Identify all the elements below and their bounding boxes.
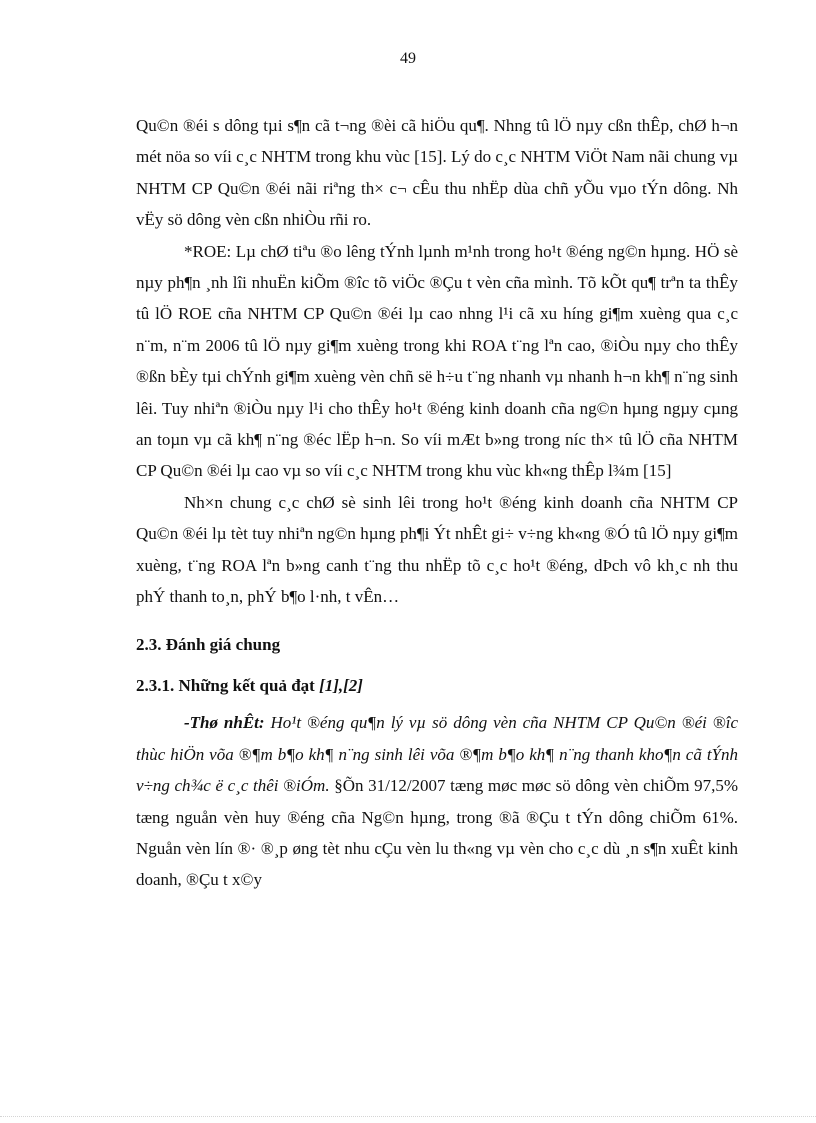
page-number: 49 <box>400 50 416 67</box>
paragraph-roa-continued: Qu©n ®éi s dông tµi s¶n cã t¬ng ®èi cã hiÖu qu¶. Nhng tû lÖ nµy cßn thÊp, chØ h¬n mét nöa so víi c¸c NHTM trong khu vùc [15]. Lý do c¸c NHTM ViÖt Nam nãi chung vµ NHTM CP Qu©n ®éi nãi riªng th× c¬ cÊu thu nhËp dùa chñ yÕu vµo tÝn dông. Nh vËy sö dông vèn cßn nhiÒu rñi ro. <box>136 116 738 230</box>
section-heading-2-3-1 <box>136 670 738 701</box>
lead-label: -Thø nhÊt: <box>184 713 265 733</box>
heading-reference: [1],[2] <box>319 675 363 695</box>
paragraph-roe: *ROE: Lµ chØ tiªu ®o lêng tÝnh lµnh m¹nh trong ho¹t ®éng ng©n hµng. HÖ sè nµy ph¶n ¸nh lîi nhuËn kiÕm ®îc tõ viÖc ®Çu t vèn cña mình. Tõ kÕt qu¶ trªn ta thÊy tû lÖ ROE cña NHTM CP Qu©n ®éi lµ cao nhng l¹i cã xu híng gi¶m xuèng qua c¸c n¨m, n¨m 2006 tû lÖ nµy gi¶m xuèng trong khi ROA t¨ng lªn cao, ®iÒu nµy cho thÊy ®ßn bÈy tµi chÝnh gi¶m xuèng vèn chñ së h÷u t¨ng nhanh vµ nhanh h¬n kh¶ n¨ng sinh lêi. Tuy nhiªn ®iÒu nµy l¹i cho thÊy ho¹t ®éng kinh doanh cña ng©n hµng ngµy cµng an toµn vµ cã kh¶ n¨ng ®éc lËp h¬n. So víi mÆt b»ng trong níc th× tû lÖ cña NHTM CP Qu©n ®éi lµ cao vµ so víi c¸c NHTM trong khu vùc kh«ng thÊp l¾m [15] <box>136 241 738 481</box>
page-content <box>136 110 738 896</box>
paragraph-thu-nhat <box>136 707 738 895</box>
page-bottom-divider <box>0 1116 816 1117</box>
section-heading-2-3: 2.3. Đánh giá chung <box>136 634 281 654</box>
paragraph-summary: Nh×n chung c¸c chØ sè sinh lêi trong ho¹t ®éng kinh doanh cña NHTM CP Qu©n ®éi lµ tèt tuy nhiªn ng©n hµng ph¶i Ýt nhÊt gi÷ v÷ng kh«ng ®Ó tû lÖ nµy gi¶m xuèng, t¨ng ROA lªn b»ng canh t¨ng thu nhËp tõ c¸c ho¹t ®éng, dÞch vô kh¸c nh thu phÝ thanh to¸n, phÝ b¶o l·nh, t vÊn… <box>136 492 738 607</box>
italic-statement: Ho¹t ®éng qu¶n lý vµ sö dông vèn cña NHTM CP Qu©n ®éi ®îc thùc hiÖn võa ®¶m b¶o kh¶ n¨ng sinh lêi võa ®¶m b¶o kh¶ n¨ng thanh kho¶n cã tÝnh v÷ng ch¾c ë c¸c thêi ®iÓm. <box>136 713 738 796</box>
body-text: §Õn 31/12/2007 tæng møc møc sö dông vèn chiÕm 97,5% tæng nguån vèn huy ®éng cña Ng©n hµng, trong ®ã ®Çu t tÝn dông chiÕm 61%. Nguån vèn lín ®· ®¸p øng tèt nhu cÇu vèn lu th«ng vµ vèn cho c¸c dù ¸n s¶n xuÊt kinh doanh, ®Çu t x©y <box>136 776 738 890</box>
heading-text: 2.3.1. Những kết quả đạt <box>136 675 320 695</box>
